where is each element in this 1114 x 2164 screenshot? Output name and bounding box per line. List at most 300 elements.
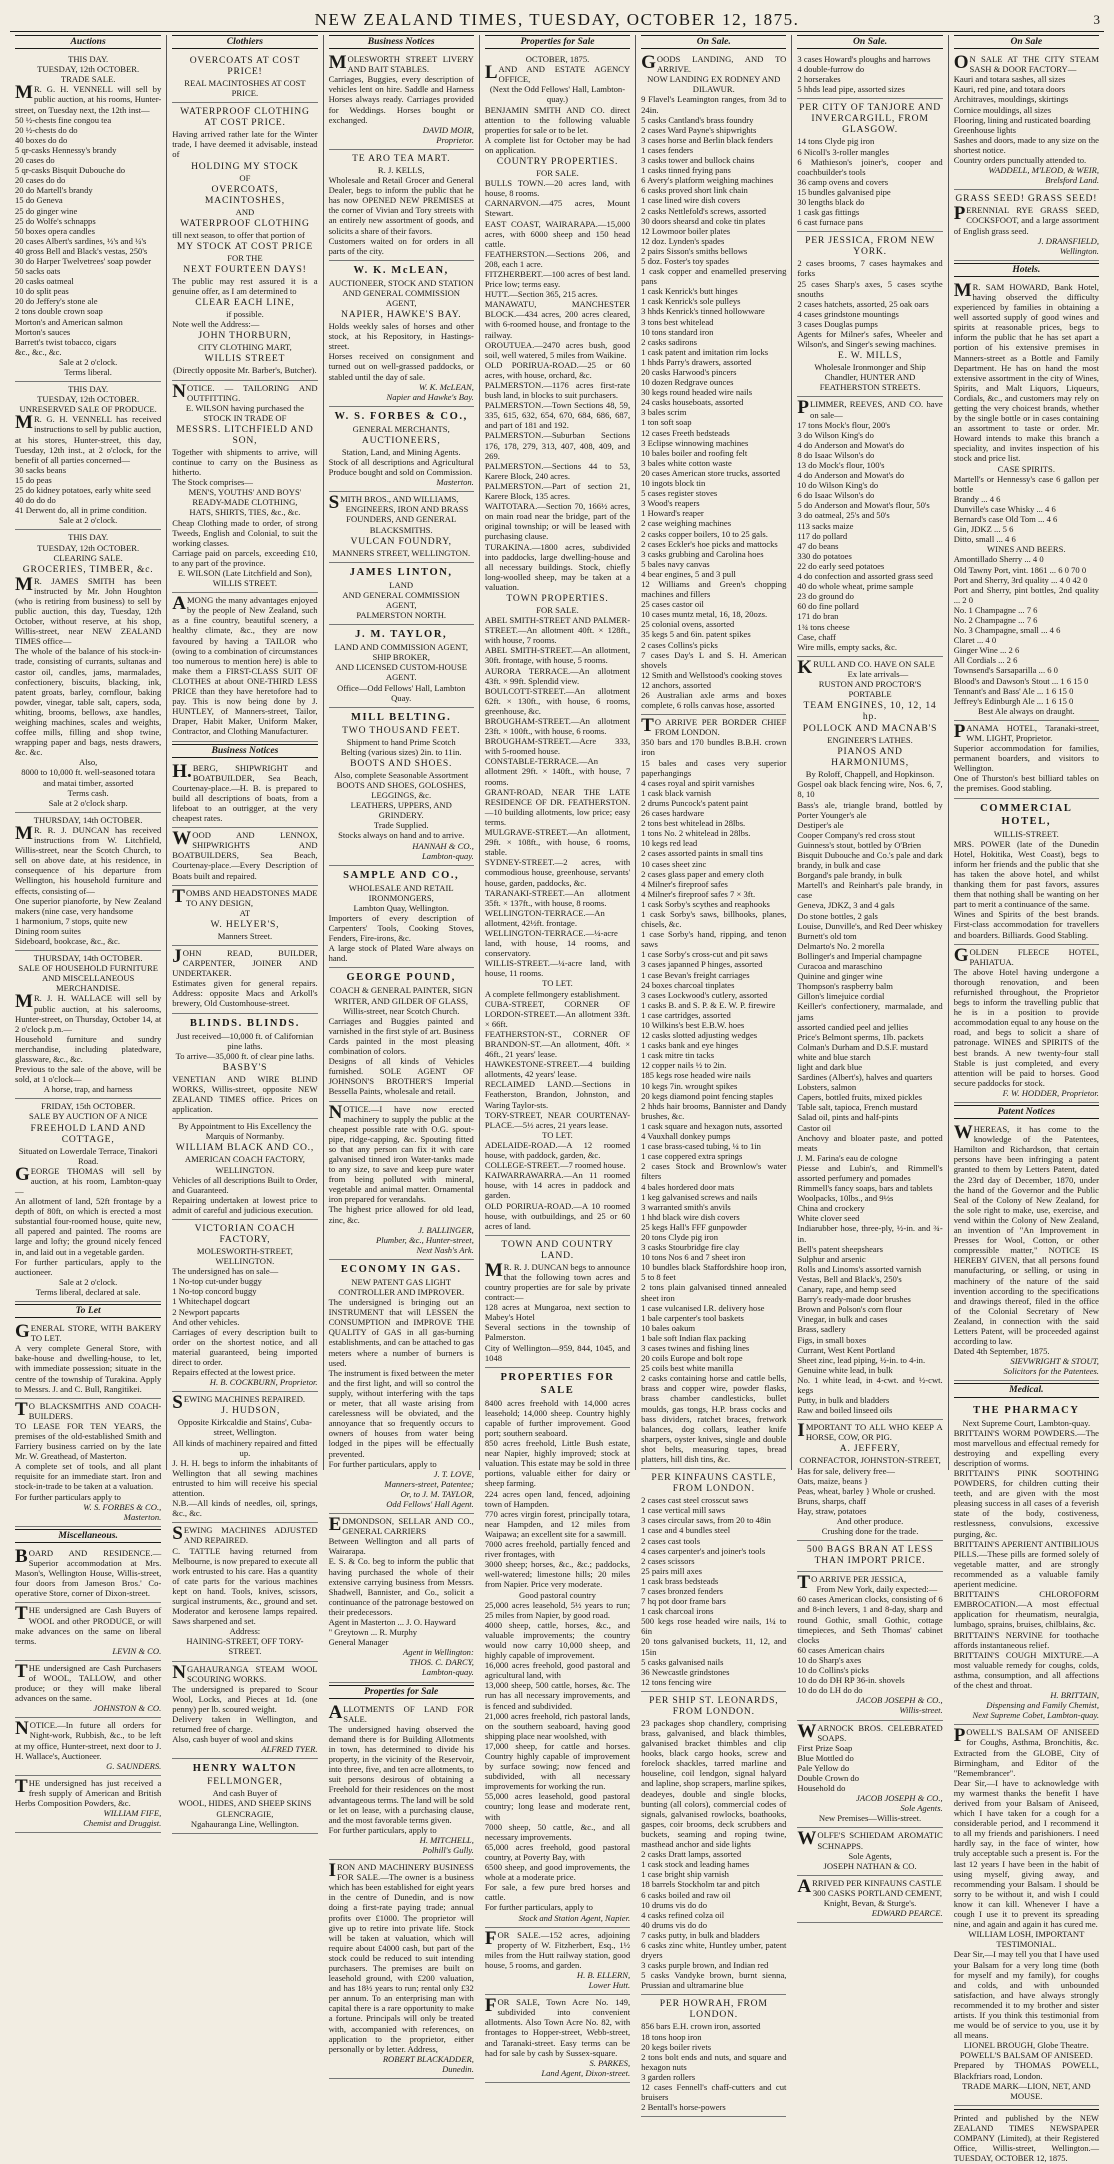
ad-text: Estimates given for general repairs. Address: opposite Macs and Arkoll's brewery, Old Customhouse-street.: [172, 978, 318, 1009]
ad-headline: J. M. TAYLOR,: [355, 629, 448, 641]
ad-text: PALMERSTON NORTH.: [356, 610, 447, 621]
ad-headline: THE PHARMACY: [973, 1404, 1080, 1416]
ad-text: And other produce.: [836, 1516, 904, 1526]
ad-text: FEATHERSTON.—Sections 206, and 208, each 1 acre.: [484, 248, 631, 269]
ad-headline: WILLIAM BLACK AND CO.,: [175, 1142, 315, 1154]
ad-text: (Directly opposite Mr. Barber's, Butcher).: [173, 365, 317, 376]
ad-text: (Next the Odd Fellows' Hall, Lambton-quay.): [489, 84, 626, 105]
advertisement: [954, 280, 1099, 721]
ad-text: 6500 sheep, and good improvements, the whole at a moderate price.: [484, 1862, 631, 1883]
advertisement: [15, 951, 161, 1099]
ad-text: Note well the Address:—: [172, 319, 260, 330]
ad-signature: DAVID MOIR, Proprietor.: [422, 124, 474, 145]
ad-text: Ex late arrivals—: [847, 668, 909, 679]
ad-text: TRADE MARK—LION, NET, AND MOUSE.: [962, 2080, 1091, 2101]
ad-text: Stocks always on hand and to arrive.: [338, 830, 465, 841]
ad-text: SALE BY AUCTION OF A NICE: [28, 1111, 148, 1122]
ad-signature: ROBERT BLACKADDER, Dunedin.: [382, 2053, 474, 2074]
ad-text: POWELL'S BALSAM OF ANISEED for Coughs, Asthma, Bronchitis, &c. Extracted from the GLOBE, City of Birmingham, and Editor of the "Remembrancer".: [953, 1725, 1099, 1778]
ad-text: TARANAKI-STREET.—An allotment 35ft. × 137ft., with house, 8 rooms.: [484, 887, 631, 908]
advertisement: [329, 52, 474, 150]
advertisement: [15, 1661, 161, 1718]
ad-text: WARNOCK BROS. CELEBRATED SOAPS.: [797, 1720, 943, 1743]
section-heading: Business Notices: [329, 35, 474, 49]
advertisement: [15, 1718, 161, 1775]
advertisement: [172, 886, 317, 946]
ad-headline: BLINDS. BLINDS.: [189, 1017, 300, 1029]
ad-text: Terms liberal, declared at sale.: [35, 1286, 141, 1297]
ad-text: For further particulars apply to: [15, 1491, 121, 1502]
advertisement: [797, 657, 942, 1420]
ad-text: From New York, daily expected:—: [816, 1584, 938, 1595]
advertisement: [954, 1122, 1099, 1381]
ad-text: By Roloff, Chappell, and Hopkinson.: [805, 769, 935, 780]
ad-headline: W. K. McLEAN,: [353, 264, 449, 276]
column-7: [948, 35, 1104, 2164]
columns: [10, 35, 1104, 2164]
ad-text: BROUGHAM-STREET.—Acre 333, with 5-roomed house.: [484, 736, 631, 757]
ad-headline: TOWN AND COUNTRY LAND.: [501, 1238, 614, 1261]
ad-text: 55,000 acres leasehold, good pastoral country; long lease and moderate rent, with: [484, 1791, 631, 1822]
ad-text: 3 cases Howard's ploughs and harrows 4 double-furrow do 2 horserakes 5 hhds lead pipe, assorted sizes: [797, 54, 931, 95]
ad-text: TURAKINA.—1800 acres, subdivided into paddocks, large dwelling-house and all necessary buildings. Stock, chiefly long-woolled sheep, may be taken at a valuation.: [484, 541, 631, 592]
advertisement: [172, 761, 317, 829]
ad-text: FOR SALE.—152 acres, adjoining property of W. Fitzherbert, Esq., 1½ miles from the Hutt railway station, good house, 5 rooms, and garden.: [484, 1927, 631, 1970]
ad-text: TO LEASE FOR TEN YEARS, the premises of the old-established Smith and Farriery business carried on by the late Mr. W. Greathead, of Masterton.: [15, 1420, 162, 1462]
ad-text: Office—Odd Fellows' Hall, Lambton Quay.: [337, 682, 466, 703]
ad-text: THURSDAY, 14th OCTOBER.: [33, 953, 143, 964]
ad-text: ABEL SMITH-STREET.—An allotment, 30ft. frontage, with house, 5 rooms.: [484, 645, 631, 666]
ad-headline: JOHN THORBURN,: [198, 330, 292, 342]
advertisement: [15, 1603, 161, 1660]
ad-text: BENJAMIN SMITH AND CO. direct attention to the following valuable properties for sale or to be let.: [484, 104, 631, 135]
ad-text: PANAMA HOTEL, Taranaki-street, WM. LIGHT, Proprietor.: [953, 720, 1099, 743]
ad-text: First Prize Soap Blue Mottled do Pale Yellow do Double Crown do Household do: [797, 1742, 859, 1794]
ad-headline: PER JESSICA, FROM NEW YORK.: [805, 235, 935, 258]
ad-text: Repairs effected at the lowest price.: [172, 1367, 296, 1378]
section-heading: Business Notices: [172, 744, 317, 758]
ad-text: And cash Buyer of: [212, 1788, 278, 1799]
ad-text: JOHN READ, BUILDER, CARPENTER, JOINER AND UNDERTAKER.: [172, 946, 318, 979]
section-heading: On Sale.: [641, 35, 786, 49]
ad-text: For further particulars, apply to: [484, 1902, 593, 1913]
ad-text: Sale at 2 o'clock.: [58, 356, 118, 367]
advertisement: [797, 1572, 942, 1720]
ad-headline: TE ARO TEA MART.: [352, 152, 451, 164]
ad-text: SEWING MACHINES REPAIRED.: [172, 1392, 306, 1414]
ad-headline: NAPIER, HAWKE'S BAY.: [341, 309, 462, 321]
ad-signature: LEVIN & CO.: [112, 1645, 162, 1656]
ad-text: PALMERSTON.—Town Sections 48, 59, 335, 615, 632, 654, 670, 684, 686, 687, and part of 181 and 192.: [484, 400, 631, 431]
ad-text: A complete list for October may be had on application.: [484, 134, 631, 155]
ad-text: WOOL, HIDES, AND SHEEP SKINS: [178, 1798, 312, 1809]
ad-text: Cheap Clothing made to order, of strong Tweeds, English and Colonial, to suit the working classes.: [172, 517, 318, 548]
ad-text: Designs of all kinds of Vehicles furnished. SOLE AGENT OF JOHNSON'S BROTHER'S Imperial Bessella Paints, wholesale and retail.: [328, 1056, 474, 1097]
advertisement: [172, 946, 317, 1014]
ad-text: TOMBS AND HEADSTONES MADE TO ANY DESIGN,: [172, 885, 318, 908]
advertisement: [329, 968, 474, 1101]
ad-text: EAST COAST, WAIRARAPA.—15,000 acres, with 6000 sheep and 150 head cattle.: [484, 218, 631, 249]
ad-text: MR. R. J. DUNCAN begs to announce that the following town acres and country properties are for sale by private contract:—: [484, 1259, 631, 1303]
ad-text: TUESDAY, 12th OCTOBER.: [37, 64, 140, 75]
ad-text: BRITTAIN'S PINK SOOTHING POWDERS, for children cutting their teeth, and are given with the most pleasing success in all cases of a feverish state of the body, costiveness, restlessness, convulsions, excessive purging, &c.: [953, 1468, 1099, 1539]
ad-text: AMERICAN COACH FACTORY, WELLINGTON.: [184, 1154, 305, 1175]
ad-signature: ALFRED TYER.: [261, 1744, 318, 1755]
ad-text: Has for sale, delivery free—: [797, 1465, 895, 1476]
ad-text: Horses received on consignment and turned out on well-grassed paddocks, or stabled until the day of sale.: [328, 351, 474, 382]
ad-text: 2 cases cast steel crosscut saws 1 case vertical mill saws 3 cases circular saws, from 20 to 48in 1 case and 4 bundles steel 2 cases cast tools 4 cases carpenter's and joiner's tools 2 cases scissors 25 pairs mill axes 1 cask brass bedsteads 7 cases bronzed fenders 7 hq pot door frame bars 1 cask charcoal irons 500 kegs rose headed wire nails, 1¼ to 6in 20 tons galvanised buckets, 11, 12, and 15in 5 casks galvanised nails 36 Newcastle grindstones 12 tons fencing wire: [641, 1495, 787, 1687]
ad-text: 14 tons Clyde pig iron 6 Nicoll's 3-roller mangles 6 Mathieson's joiner's, cooper and coachbuilder's tools 36 camp ovens and covers 15 bundles galvanised pipe 30 lengths black do 1 cask gas fittings 6 cast furnace pans: [797, 136, 943, 228]
ad-text: The highest price allowed for old lead, zinc, &c.: [328, 1204, 474, 1225]
ad-text: if possible.: [226, 309, 264, 320]
ad-text: 60 cases American clocks, consisting of 6 and 8-inch levers, 1 and 8-day, sharp and round Gothic, small Gothic, cottage timepieces, and Seth Thomas' cabinet clocks 60 cases American chairs 10 do Sharp's axes 10 do Collins's picks 10 do do DH RP 36-in. shovels 10 do do LH do do: [797, 1594, 943, 1696]
ad-signature: Stock and Station Agent, Napier.: [518, 1912, 631, 1923]
ad-text: 7000 acres freehold, partially fenced and river frontages, with: [484, 1539, 631, 1560]
ad-signature: SIEVWRIGHT & STOUT, Solicitors for the Patentees.: [1003, 1356, 1099, 1377]
ad-text: New Premises—Willis-street.: [818, 1813, 922, 1824]
ad-text: 65,000 acres freehold, good pastoral country, at Poverty Bay, with: [484, 1841, 631, 1862]
ad-headline: HENRY WALTON: [192, 1763, 298, 1775]
advertisement: [329, 492, 474, 562]
ad-text: 856 bars E.H. crown iron, assorted 18 tons hoop iron 20 kegs boiler rivets 2 tons bolt ends and nuts, and square and hexagon nuts 3 garden rollers 12 cases Fennell's chaff-cutters and cut bruisers 2 Bentall's horse-powers: [641, 2021, 787, 2113]
section-heading: Properties for Sale: [329, 1685, 474, 1699]
ad-text: AND: [235, 206, 255, 217]
ad-text: 25,000 acres leasehold, 5½ years to run; 25 miles from Napier, by good road.: [484, 1599, 631, 1620]
ad-text: WILLIS-STREET.—¼-acre land, with house, 11 rooms.: [484, 958, 631, 979]
ad-text: MRS. POWER (late of the Dunedin Hotel, Hokitika, West Coast), begs to inform her friends and the public that she has taken the above hotel, and whilst thanking them for past favors, assures them that nothing shall be wanting on her part to merit a continuance of the same.: [953, 838, 1099, 910]
ad-text: TRADE SALE.: [60, 74, 116, 85]
column-4: [479, 35, 635, 2078]
advertisement: [485, 1236, 630, 1368]
advertisement: [954, 721, 1099, 799]
ad-text: NOW LANDING EX RODNEY AND DILAWUR.: [647, 74, 781, 95]
ad-text: HAWKESTONE-STREET.—4 building allotments, 42 years' lease.: [484, 1059, 631, 1080]
ad-headline: POLLOCK AND MACNAB'S: [802, 723, 938, 735]
ad-text: AURORA TERRACE.—An allotment 43ft. × 99ft. Splendid view.: [484, 665, 631, 686]
ad-text: Delivery taken in Wellington, and returned free of charge.: [172, 1714, 318, 1735]
ad-headline: GRASS SEED! GRASS SEED!: [955, 193, 1098, 205]
ad-signature: S. PARKES, Land Agent, Dixon-street.: [541, 2057, 631, 2078]
ad-text: AT: [239, 907, 251, 918]
ad-signature: W. K. McLEAN, Napier and Hawke's Bay.: [386, 381, 474, 402]
advertisement: [329, 1702, 474, 1860]
advertisement: [15, 813, 161, 951]
ad-headline: OVERCOATS AT COST PRICE!: [189, 55, 301, 78]
ad-text: Carriages, Buggies, every description of vehicles lent on hire. Saddle and Harness Horses always ready. Carriages provided for Weddings. Horses bought or exchanged.: [328, 74, 474, 125]
ad-text: WHEREAS, it has come to the knowledge of the Patentees, Hamilton and Richardson, that certain persons have been infringing a patent granted to them by Letters Patent, dated the 23rd day of December, 1870, under the hand of the Governor and the Public Seal of the Colony of New Zealand, for the sole right to make, use, exercise, and vend within the Colony of New Zealand, an invention of "An Improvement in Presses for Wool, Cotton, or other compressible matter," NOTICE IS HEREBY GIVEN, that all persons found manufacturing, or selling, or using in machinery of the nature of the said invention according to the specifications and drawings thereof, filed in the office of the Colonial Secretary of New Zealand, in connection with the said Letters Patent, will be proceeded against according to law.: [953, 1122, 1099, 1347]
ad-text: Vehicles of all descriptions Built to Order, and Guaranteed.: [172, 1174, 318, 1195]
ad-signature: Agent in Wellington: THOS. C. DARCY, Lambton-quay.: [403, 1647, 474, 1678]
ad-text: One superior pianoforte, by New Zealand makers (nine case, very handsome 1 harmonium, 7 stops, quite new Dining room suites Sideboard, bookcase, &c., &c.: [15, 895, 162, 946]
ad-headline: MY STOCK AT COST PRICE: [176, 240, 313, 252]
advertisement: [15, 530, 161, 812]
ad-text: The instrument is fixed between the meter and the first light, and will so control the supply, without interfering with the taps or meter, that all waste arising from carelessness will be obviated, and the annoyance that so frequently occurs to owners of houses from water being lodged in the pipes will be effectually prevented.: [328, 1367, 474, 1459]
ad-text: The undersigned has on sale—: [172, 1266, 279, 1277]
advertisement: [485, 1928, 630, 1996]
ad-text: FOR SALE.: [536, 604, 579, 615]
advertisement: [329, 1860, 474, 2079]
ad-text: Just received—10,000 ft. of Californian pine laths.: [176, 1030, 314, 1051]
ad-text: TO LET.: [542, 1129, 573, 1140]
ad-text: 8000 to 10,000 ft. well-seasoned totara and matai timber, assorted: [21, 767, 156, 788]
ad-text: MR. G. H. VENNELL has received instructions to sell by public auction, at his stores, Hunter-street, this day, Tuesday, 12th inst., at 2 o'clock, for the benefit of all parties concerned—: [15, 412, 162, 465]
ad-text: OROUTUEA.—2470 acres bush, good soil, well watered, 5 miles from Waikine.: [484, 339, 631, 360]
ad-text: EDMONDSON, SELLAR AND CO., GENERAL CARRIERS: [328, 1514, 474, 1537]
advertisement: [329, 1514, 474, 1683]
ad-text: Martell's or Hennessy's case 6 gallon per bottle Brandy ... 4 6 Dunville's case Whisky ... 4 6 Bernard's case Old Tom ... 4 6 Gin, JDKZ ... 5 6 Ditto, small ... 4 6: [953, 473, 1099, 545]
ad-text: Carriage paid on parcels, exceeding £10, to any part of the province.: [172, 547, 318, 568]
ad-signature: H. MITCHELL, Polhill's Gully.: [419, 1834, 474, 1855]
ad-text: SYDNEY-STREET.—2 acres, with commodious house, greenhouse, servants' house, garden, paddocks, &c.: [484, 857, 631, 888]
ad-text: Opposite Kirkcaldie and Stains', Cuba-street, Wellington.: [177, 1417, 312, 1438]
ad-signature: Or, to J. M. TAYLOR, Odd Fellows' Hall Agent.: [386, 1488, 474, 1509]
advertisement: [15, 1099, 161, 1302]
ad-text: PERENNIAL RYE GRASS SEED, COCKSFOOT, and a large assortment of English grass seed.: [953, 203, 1099, 236]
ad-headline: BOOTS AND SHOES.: [350, 757, 453, 769]
ad-text: TO ARRIVE PER BORDER CHIEF FROM LONDON.: [641, 715, 787, 738]
ad-text: Between Wellington and all parts of Wairarapa.: [328, 1536, 474, 1557]
ad-text: Crushing done for the trade.: [821, 1526, 919, 1537]
ad-text: Sale at 2 o'clock.: [58, 515, 118, 526]
advertisement: [172, 1119, 317, 1220]
ad-text: PALMERSTON.—Suburban Sections 176, 178, 279, 313, 407, 408, 409, and 269.: [484, 430, 631, 461]
ad-text: Household furniture and sundry merchandise, including platedware, glassware, &c., &c.: [15, 1033, 162, 1064]
section-heading: Clothiers: [172, 35, 317, 49]
ad-headline: PER HOWRAH, FROM LONDON.: [659, 1998, 768, 2021]
ad-signature: JACOB JOSEPH & CO., Sole Agents.: [856, 1793, 943, 1814]
ad-text: MR. J. H. WALLACE will sell by public auction, at his salerooms, Hunter-street, on Thursday, October 14, at 2 o'clock p.m.—: [15, 991, 162, 1034]
ad-text: COACH & GENERAL PAINTER, SIGN WRITER, AND GILDER OF GLASS, Willis-street, near Scotch Church.: [329, 985, 473, 1016]
ad-text: Good pastoral country: [519, 1589, 596, 1600]
ad-headline: HOLDING MY STOCK: [191, 160, 299, 172]
ad-text: WHOLESALE AND RETAIL IRONMONGERS,: [348, 882, 454, 903]
ad-headline: BASBY'S: [222, 1061, 268, 1073]
advertisement: [954, 945, 1099, 1103]
advertisement: [329, 261, 474, 407]
ad-text: Address:: [229, 1626, 261, 1637]
ad-text: Carriages and Buggies painted and varnished in the first style of art. Business Cards painted in the most pleasing combination of colors.: [328, 1015, 474, 1057]
advertisement: [329, 1260, 474, 1514]
ad-text: Knight, Bevan, & Sturge's.: [823, 1898, 917, 1908]
ad-text: 21,000 acres freehold, rich pastoral lands, on the southern seaboard, having good shipping place near woolshed, with: [484, 1710, 631, 1741]
ad-text: An allotment of land, 52ft frontage by a depth of 80ft, on which is erected a most substantial four-roomed house, quite new, all papered and painted. The rooms are large and lofty; the ground nicely fenced in, and laid out in a vegetable garden.: [15, 1196, 162, 1257]
column-5: [635, 35, 791, 2113]
advertisement: [172, 103, 317, 380]
advertisement: [954, 52, 1099, 190]
ad-headline: GEORGE POUND,: [346, 972, 456, 984]
ad-text: R. J. KELLS,: [377, 164, 425, 175]
section-heading: To Let: [15, 1304, 161, 1318]
ad-signature: H. B. COCKBURN, Proprietor.: [209, 1377, 318, 1388]
ad-text: Dear Sir,—I may tell you that I have used your Balsam for a very long time (both for myself and my family), for coughs and colds, and with unbounded satisfaction, and have always strongly recommended it to my brother and sister artists. If you think this testimonial from me would be of service to you, use it by all means.: [953, 1949, 1099, 2041]
ad-text: HAINING-STREET, OFF TORY-STREET.: [186, 1636, 304, 1657]
ad-text: Amontillado Sherry ... 4 0 Old Tawny Port, vint. 1861 ... 6 0 70 0 Port and Sherry, 3rd quality ... 4 0 42 0 Port and Sherry, pint bottles, 2nd quality ... 2 0 No. 1 Champagne ... 7 6 No. 2 Champagne ... 7 6 No. 3 Champagne, small ... 4 6 Claret ... 4 0 Ginger Wine ... 2 6 All Cordials ... 2 6 Townsend's Sarsaparilla ... 6 0 Blood's and Dawson's Stout ... 1 6 15 0 Tennant's and Bass' Ale ... 1 6 15 0 Jeffrey's Edinburgh Ale ... 1 6 15 0: [953, 554, 1099, 706]
ad-text: N.B.—All kinds of needles, oil, springs, &c., &c.: [172, 1498, 318, 1519]
ad-text: REAL MACINTOSHES AT COST PRICE.: [184, 78, 306, 99]
ad-text: THIS DAY.: [68, 54, 109, 65]
ad-text: ENGINEER'S LATHES.: [827, 735, 913, 746]
ad-text: KAIWARRAWARRA.—An 11 roomed house, with 14 acres in paddock and garden.: [484, 1170, 631, 1201]
advertisement: [172, 52, 317, 103]
advertisement: [172, 828, 317, 885]
ad-text: TO ARRIVE PER JESSICA,: [797, 1572, 907, 1594]
ad-headline: WILLIS STREET: [204, 353, 286, 365]
ad-text: Also, complete Seasonable Assortment: [334, 769, 469, 780]
ad-headline: TEAM ENGINES, 10, 12, 14 hp.: [803, 700, 937, 723]
ad-text: A large stock of Plated Ware always on hand.: [328, 943, 474, 964]
ad-text: IMPORTANT TO ALL WHO KEEP A HORSE, COW, OR PIG.: [797, 1420, 943, 1443]
ad-text: CORNFACTOR, JOHNSTON-STREET,: [799, 1455, 941, 1466]
ad-text: WOOD AND LENNOX, SHIPWRIGHTS AND BOATBUILDERS, Sea Beach, Courtenay-place.—Every Description of Boats built and repaired.: [172, 828, 318, 881]
advertisement: [172, 1523, 317, 1661]
ad-text: The undersigned is bringing out an INSTRUMENT that will LESSEN the CONSUMPTION and IMPROVE THE QUALITY of GAS in all gas-burning establishments, and can be attached to gas meters where a number of burners is used.: [328, 1297, 474, 1368]
ad-text: Agent in Masterton ... J. O. Hayward " Greytown ... R. Murphy General Manager: [328, 1617, 456, 1648]
advertisement: [15, 382, 161, 530]
ad-text: PALMERSTON.—Part of section 21, Karere Block, 135 acres.: [484, 480, 631, 502]
ad-text: Gospel oak black fencing wire, Nos. 6, 7, 8, 10 Bass's ale, triangle brand, bottled by Porter Younger's ale Destiper's ale Cooper Company's red cross stout Guinness's stout, bottled by O'Brien Bisquit Dubouche and Co.'s pale and dark brandy, in bulk and case Borgand's pale brandy, in bulk Martell's and Reinhart's pale brandy, in case Geneva, JDKZ, 3 and 4 gals Do stone bottles, 2 gals Louise, Dunville's, and Red Deer whiskey Burnett's old tom Delmarto's No. 2 morella Bollinger's and Imperial champagne Curacoa and maraschino Quinine and ginger wine Thompson's raspberry balm Gillon's limejuice cordial Keiller's confectionery, marmalade, and jams assorted candied peel and jellies Price's Belmont sperms, 1lb. packets Colman's Durham and D.S.F. mustard white and blue starch light and dark blue Sardines (Albert's), halves and quarters Lobsters, salmon Capers, bottled fruits, mixed pickles Table salt, tapioca, French mustard Salad oil, pints and half-pints Castor oil Anchovy and bloater paste, and potted meats J. M. Farina's eau de cologne Piesse and Lubin's, and Rimmell's assorted perfumery and pomades Rimmell's fancy soaps, bars and tablets Woolpacks, 10lbs., and 9½s China and crockery White clover seed Indiarubber hose, three-ply, ½-in. and ¾-in. Bell's patent sheepshears Sulphur and arsenic Rolls and Linoms's assorted varnish Vestas, Bell and Black's, 250's Canary, rape, and hemp seed Barry's ready-made door brushes Brown and Polson's corn flour Vinegar, in bulk and cases Brass, sadlery Figs, in small boxes Currant, West Kent Portland Sheet zinc, lead piping, ½-in. to 4-in. Genuine white lead, in bulk No. 1 white lead, in 4-cwt. and ½-cwt. kegs Putty, in bulk and bladders Raw and boiled linseed oils: [797, 779, 943, 1416]
ad-text: SALE OF HOUSEHOLD FURNITURE AND MISCELLANEOUS MERCHANDISE.: [18, 963, 158, 994]
ad-text: Prepared by THOMAS POWELL, Blackfriars road, London.: [953, 2060, 1099, 2081]
ad-text: THE undersigned are Cash Buyers of WOOL and other PRODUCE, or will make advances on the same on liberal terms.: [15, 1603, 162, 1646]
column-1: [10, 35, 166, 1829]
ad-text: Terms cash.: [67, 787, 109, 798]
advertisement: [172, 381, 317, 594]
ad-text: CITY CLOTHING MART,: [198, 342, 292, 353]
ad-text: A complete fellmongery establishment.: [484, 988, 620, 999]
ad-text: Lambton Quay, Wellington.: [353, 902, 449, 913]
ad-text: BRITTAIN'S APERIENT ANTIBILIOUS PILLS.—These pills are formed solely of vegetable matter, and are strongly recommended as a valuable family aperient medicine.: [953, 1538, 1099, 1590]
ad-headline: E. W. MILLS,: [837, 350, 903, 362]
ad-text: IRON AND MACHINERY BUSINESS FOR SALE.—The owner is a business which has been established for eight years in the centre of Dunedin, and is now doing a first-rate paying trade; annual profits over £1000. The proprietor will give up to retire into private life. Stock will be taken at valuation, which will require about £4000 cash, but part of the stock could be reduced to suit intending purchasers. The premises are built on leasehold ground, with £200 valuation, and has 18½ years to run; rental only £32 per annum. To an enterprising man with capital there is a rare opportunity to make a fortune. Principals will only be treated with, accompanied with references, on application to the proprietor, either personally or by letter. Address,: [328, 1860, 474, 2054]
ad-text: Sale at 2 o'clock.: [58, 1276, 118, 1287]
advertisement: [797, 1721, 942, 1829]
ad-headline: TWO THOUSAND FEET.: [342, 724, 461, 736]
ad-headline: PER SHIP ST. LEONARDS, FROM LONDON.: [649, 1694, 779, 1717]
ad-text: Situated on Lowerdale Terrace, Tinakori Road.: [18, 1145, 158, 1166]
ad-text: LEATHERS, UPPERS, AND GRINDERY.: [350, 800, 452, 821]
ad-text: MANAWATU, MANCHESTER BLOCK.—434 acres, 200 acres cleared, with 6-roomed house, and frontage to the railway.: [484, 299, 631, 340]
ad-signature: J. BALLINGER, Plumber, &c., Hunter-street, Next Nash's Ark.: [376, 1224, 474, 1255]
advertisement: [797, 1876, 942, 1923]
ad-text: Wholesale Ironmonger and Ship Chandler, HUNTER AND FEATHERSTON STREETS.: [814, 362, 926, 393]
ad-text: GOODS LANDING, AND TO ARRIVE.: [641, 52, 787, 75]
ad-text: J. H. H. begs to inform the inhabitants of Wellington that all sewing machines entrusted to him will receive his special attention.: [172, 1457, 318, 1499]
ad-text: Trade Supplied.: [373, 820, 429, 831]
ad-text: MEN'S, YOUTHS' AND BOYS' READY-MADE CLOTHING,: [188, 487, 302, 508]
ad-text: The above Hotel having undergone a thorough renovation, and been refurnished throughout, the Proprietor begs to inform the travelling public that he is in a position to provide accommodation equal to any house on the road, and begs to solicit a share of patronage. WINES and SPIRITS of the best brands. A new twenty-four stall Stable is just completed, and every attention will be paid to horses. Good secure paddocks for stock.: [953, 966, 1099, 1088]
ad-text: E. S. & Co. beg to inform the public that having purchased the whole of their extensive carrying business from Messrs. Shadwell, Bannister, and Co., solicit a continuance of the patronage bestowed on their predecessors.: [328, 1556, 474, 1617]
ad-text: THURSDAY, 14th OCTOBER.: [33, 814, 143, 825]
ad-text: ENGINEERS, IRON AND BRASS FOUNDERS, AND GENERAL BLACKSMITHS.: [345, 504, 469, 535]
advertisement: [15, 1399, 161, 1527]
advertisement: [797, 232, 942, 397]
ad-text: Sashes and doors, made to any size on the shortest notice.: [953, 134, 1099, 155]
advertisement: [15, 1546, 161, 1603]
ad-signature: W. S. FORBES & CO., Masterton.: [83, 1501, 162, 1522]
ad-text: JOSEPH NATHAN & CO.: [823, 1860, 917, 1871]
ad-headline: CLEAR EACH LINE,: [195, 297, 295, 309]
section-heading: Patent Notices: [954, 1105, 1099, 1119]
ad-headline: MESSRS. LITCHFIELD AND SON,: [176, 423, 314, 446]
ad-text: 128 acres at Mungaroa, next section to Mabey's Hotel Several sections in the township of Palmerston. City of Wellington—959, 844, 1045, and 1048: [484, 1302, 631, 1363]
section-heading: Miscellaneous.: [15, 1529, 161, 1543]
ad-text: GRANT-ROAD, NEAR THE LATE RESIDENCE OF DR. FEATHERSTON.—10 building allotments, low price; easy terms.: [484, 786, 631, 827]
ad-text: MR. G. H. VENNELL will sell by public auction, at his rooms, Hunter-street, on Tuesday next, the 12th inst—: [15, 82, 162, 115]
ad-headline: WATERPROOF CLOTHING AT COST PRICE.: [180, 106, 310, 129]
ad-text: NOTICE.—I have now erected machinery to supply the public at the cheapest possible rate with O.G. spout-pipe, ridge-capping, &c. Spouting fitted so that any person can fix it with care galvanised tinned iron Water-tanks made to any size, to save and keep pure water from being polluted with mineral, vegetable and animal matter. Ornamental iron prepared for verandahs.: [328, 1101, 474, 1205]
ad-signature: H. BRITTAIN, Dispensing and Family Chemist, Next Supreme Cobet, Lambton-quay.: [972, 1690, 1099, 1721]
ad-headline: PROPERTIES FOR SALE: [500, 1371, 615, 1396]
ad-text: C. TATTLE having returned from Melbourne, is now prepared to execute all work entrusted to his care. Has a quantity of cate parts for the various machines kept on hand. Tools, knives, scissors, surgical instruments, &c., ground and set. Moderator and kerosene lamps repaired. Saws sharpened and set.: [172, 1545, 318, 1627]
ad-text: FOR SALE, Town Acre No. 149, subdivided into convenient allotments. Also Town Acre No. 82, with frontages to Hopper-street, Webb-street, and Taranaki-street. Easy terms can be had for sale by cash by Sussex-square.: [484, 1995, 631, 2058]
ad-text: SEWING MACHINES ADJUSTED AND REPAIRED.: [172, 1523, 318, 1546]
ad-text: OLD PORIRUA-ROAD.—A 10 roomed house, with outbuildings, and 25 or 60 acres of land.: [484, 1200, 631, 1231]
ad-text: CARNARVON.—475 acres, Mount Stewart.: [484, 198, 631, 219]
ad-text: NGAHAURANGA STEAM WOOL SCOURING WORKS.: [172, 1661, 318, 1684]
ad-text: WELLINGTON-TERRACE.—An allotment, 42½ft. frontage.: [484, 907, 605, 928]
advertisement: [797, 52, 942, 99]
ad-text: RECLAIMED LAND.—Sections in Featherston, Brandon, Johnston, and Waring Taylor-sts.: [484, 1079, 631, 1110]
ad-text: STOCK IN TRADE OF: [203, 412, 287, 423]
ad-text: 8400 acres freehold with 14,000 acres leasehold; 14,000 sheep. Country highly capable of further improvement. Good port; southern seaboard.: [484, 1397, 631, 1438]
ad-text: till next season, to offer that portion of: [172, 229, 305, 240]
ad-text: WILLIS-STREET.: [993, 828, 1059, 839]
advertisement: [797, 397, 942, 656]
ad-text: Also,: [78, 757, 98, 768]
ad-text: 2 casks Dratt lamps, assorted 1 cask stock and leading hames 1 case bright ship varnish 18 barrels Stockholm tar and pitch 6 casks boiled and raw oil 10 drums vis do do 4 casks refined colza oil 40 drums vis do do 7 casks putty, in bulk and bladders 6 casks zinc white, Huntley umber, patent dryers 3 casks purple brown, and Indian red 5 casks Vandyke brown, burnt sienna, Prussian and ultramarine blue: [641, 1849, 787, 1991]
ad-headline: ECONOMY IN GAS.: [340, 1263, 462, 1275]
ad-text: MR. R. J. DUNCAN has received instructions from W. Litchfield, Willis-street, near the Scotch Church, to sell on above date, at his residence, in consequence of his departure from Wellington, his household furniture and effects, consisting of—: [15, 822, 162, 896]
ad-signature: JOHNSTON & CO.: [93, 1703, 162, 1714]
ad-text: HUTT.—Section 365, 215 acres.: [484, 289, 598, 300]
ad-text: FOR SALE.: [536, 168, 579, 179]
ad-text: WOLFE'S SCHIEDAM AROMATIC SCHNAPPS.: [797, 1828, 943, 1851]
ad-text: LIONEL BROUGH, Globe Theatre. POWELL'S BALSAM OF ANISEED.: [959, 2040, 1093, 2061]
ad-text: LAND AND COMMISSION AGENT, SHIP BROKER,: [334, 642, 468, 663]
ad-text: WELLINGTON-TERRACE.—¼-acre land, with house, 14 rooms, and conservatory.: [484, 927, 631, 959]
ad-text: 17 tons Mock's flour, 200's 3 do Wilson King's do 4 do Anderson and Mowat's do 8 do Isaac Wilson's do 13 do Mock's flour, 100's 4 do Anderson and Mowat's do 10 do Wilson King's do 6 do Isaac Wilson's do 5 do Anderson and Mowat's flour, 50's 3 do oatmeal, 25's and 50's 113 sacks maize 117 do pollard 47 do beans 330 do potatoes 22 do early seed potatoes 4 do confection and assorted grass seed 40 do whole wheat, prime sample 23 do ground do 60 do fine pollard 171 do bran 1¾ tons cheese Case, chaff Wire mills, empty sacks, &c.: [797, 419, 933, 652]
advertisement: [329, 625, 474, 708]
ad-text: For further particulars, apply to: [328, 1458, 437, 1469]
ad-text: Kauri and totara sashes, all sizes Kauri, red pine, and totara doors Architraves, mouldings, skirtings Cornice mouldings, all sizes Flooring, lining and rusticated boarding Greenhouse lights: [953, 74, 1091, 135]
ad-text: 224 acres open land, fenced, adjoining town of Hampden.: [484, 1488, 631, 1509]
ad-text: Country orders punctually attended to.: [953, 155, 1087, 166]
ad-text: MULGRAVE-STREET.—An allotment, 29ft. × 108ft., with house, 6 rooms, stable.: [484, 827, 631, 858]
ad-text: BRITTAIN'S NERVINE for toothache affords instantaneous relief.: [953, 1629, 1099, 1650]
ad-text: Belting (various sizes) 2in. to 11in.: [340, 746, 462, 757]
ad-text: Wholesale and Retail Grocer and General Dealer, begs to inform the public that he has now OPENED NEW PREMISES at the corner of Vivian and Tory streets with an entirely new assortment of goods, and solicits a share of their favors.: [328, 175, 474, 236]
ad-text: CONSTABLE-TERRACE.—An allotment 29ft. × 140ft., with house, 7 rooms.: [484, 756, 631, 787]
ad-text: UNRESERVED SALE OF PRODUCE.: [19, 404, 157, 415]
ad-signature: WILLIAM FIFE, Chemist and Druggist.: [83, 1808, 162, 1829]
ad-text: Station, Land, and Mining Agents.: [341, 446, 461, 457]
advertisement: [172, 1662, 317, 1760]
ad-text: AND GENERAL COMMISSION AGENT,: [342, 589, 461, 610]
ad-text: 300 CASKS PORTLAND CEMENT,: [812, 1887, 943, 1898]
ad-headline: JAMES LINTON,: [349, 566, 453, 578]
advertisement: [15, 1321, 161, 1399]
advertisement: [641, 52, 786, 715]
advertisement: [797, 1420, 942, 1541]
ad-text: Ngahauranga Line, Wellington.: [190, 1818, 299, 1829]
ad-text: LAND: [389, 579, 414, 590]
ad-text: GOLDEN FLEECE HOTEL, PAHIATUA.: [953, 944, 1099, 967]
column-3: [323, 35, 479, 2074]
ad-text: TO BLACKSMITHS AND COACH-BUILDERS.: [15, 1398, 162, 1421]
advertisement: [329, 407, 474, 492]
ad-text: 1 No-top cut-under buggy 1 No-top concord buggy 1 Whitechapel dogcart 2 Newport papcarts And other vehicles.: [172, 1276, 262, 1327]
ad-text: ON SALE AT THE CITY STEAM SASH & DOOR FACTORY—: [953, 52, 1099, 75]
